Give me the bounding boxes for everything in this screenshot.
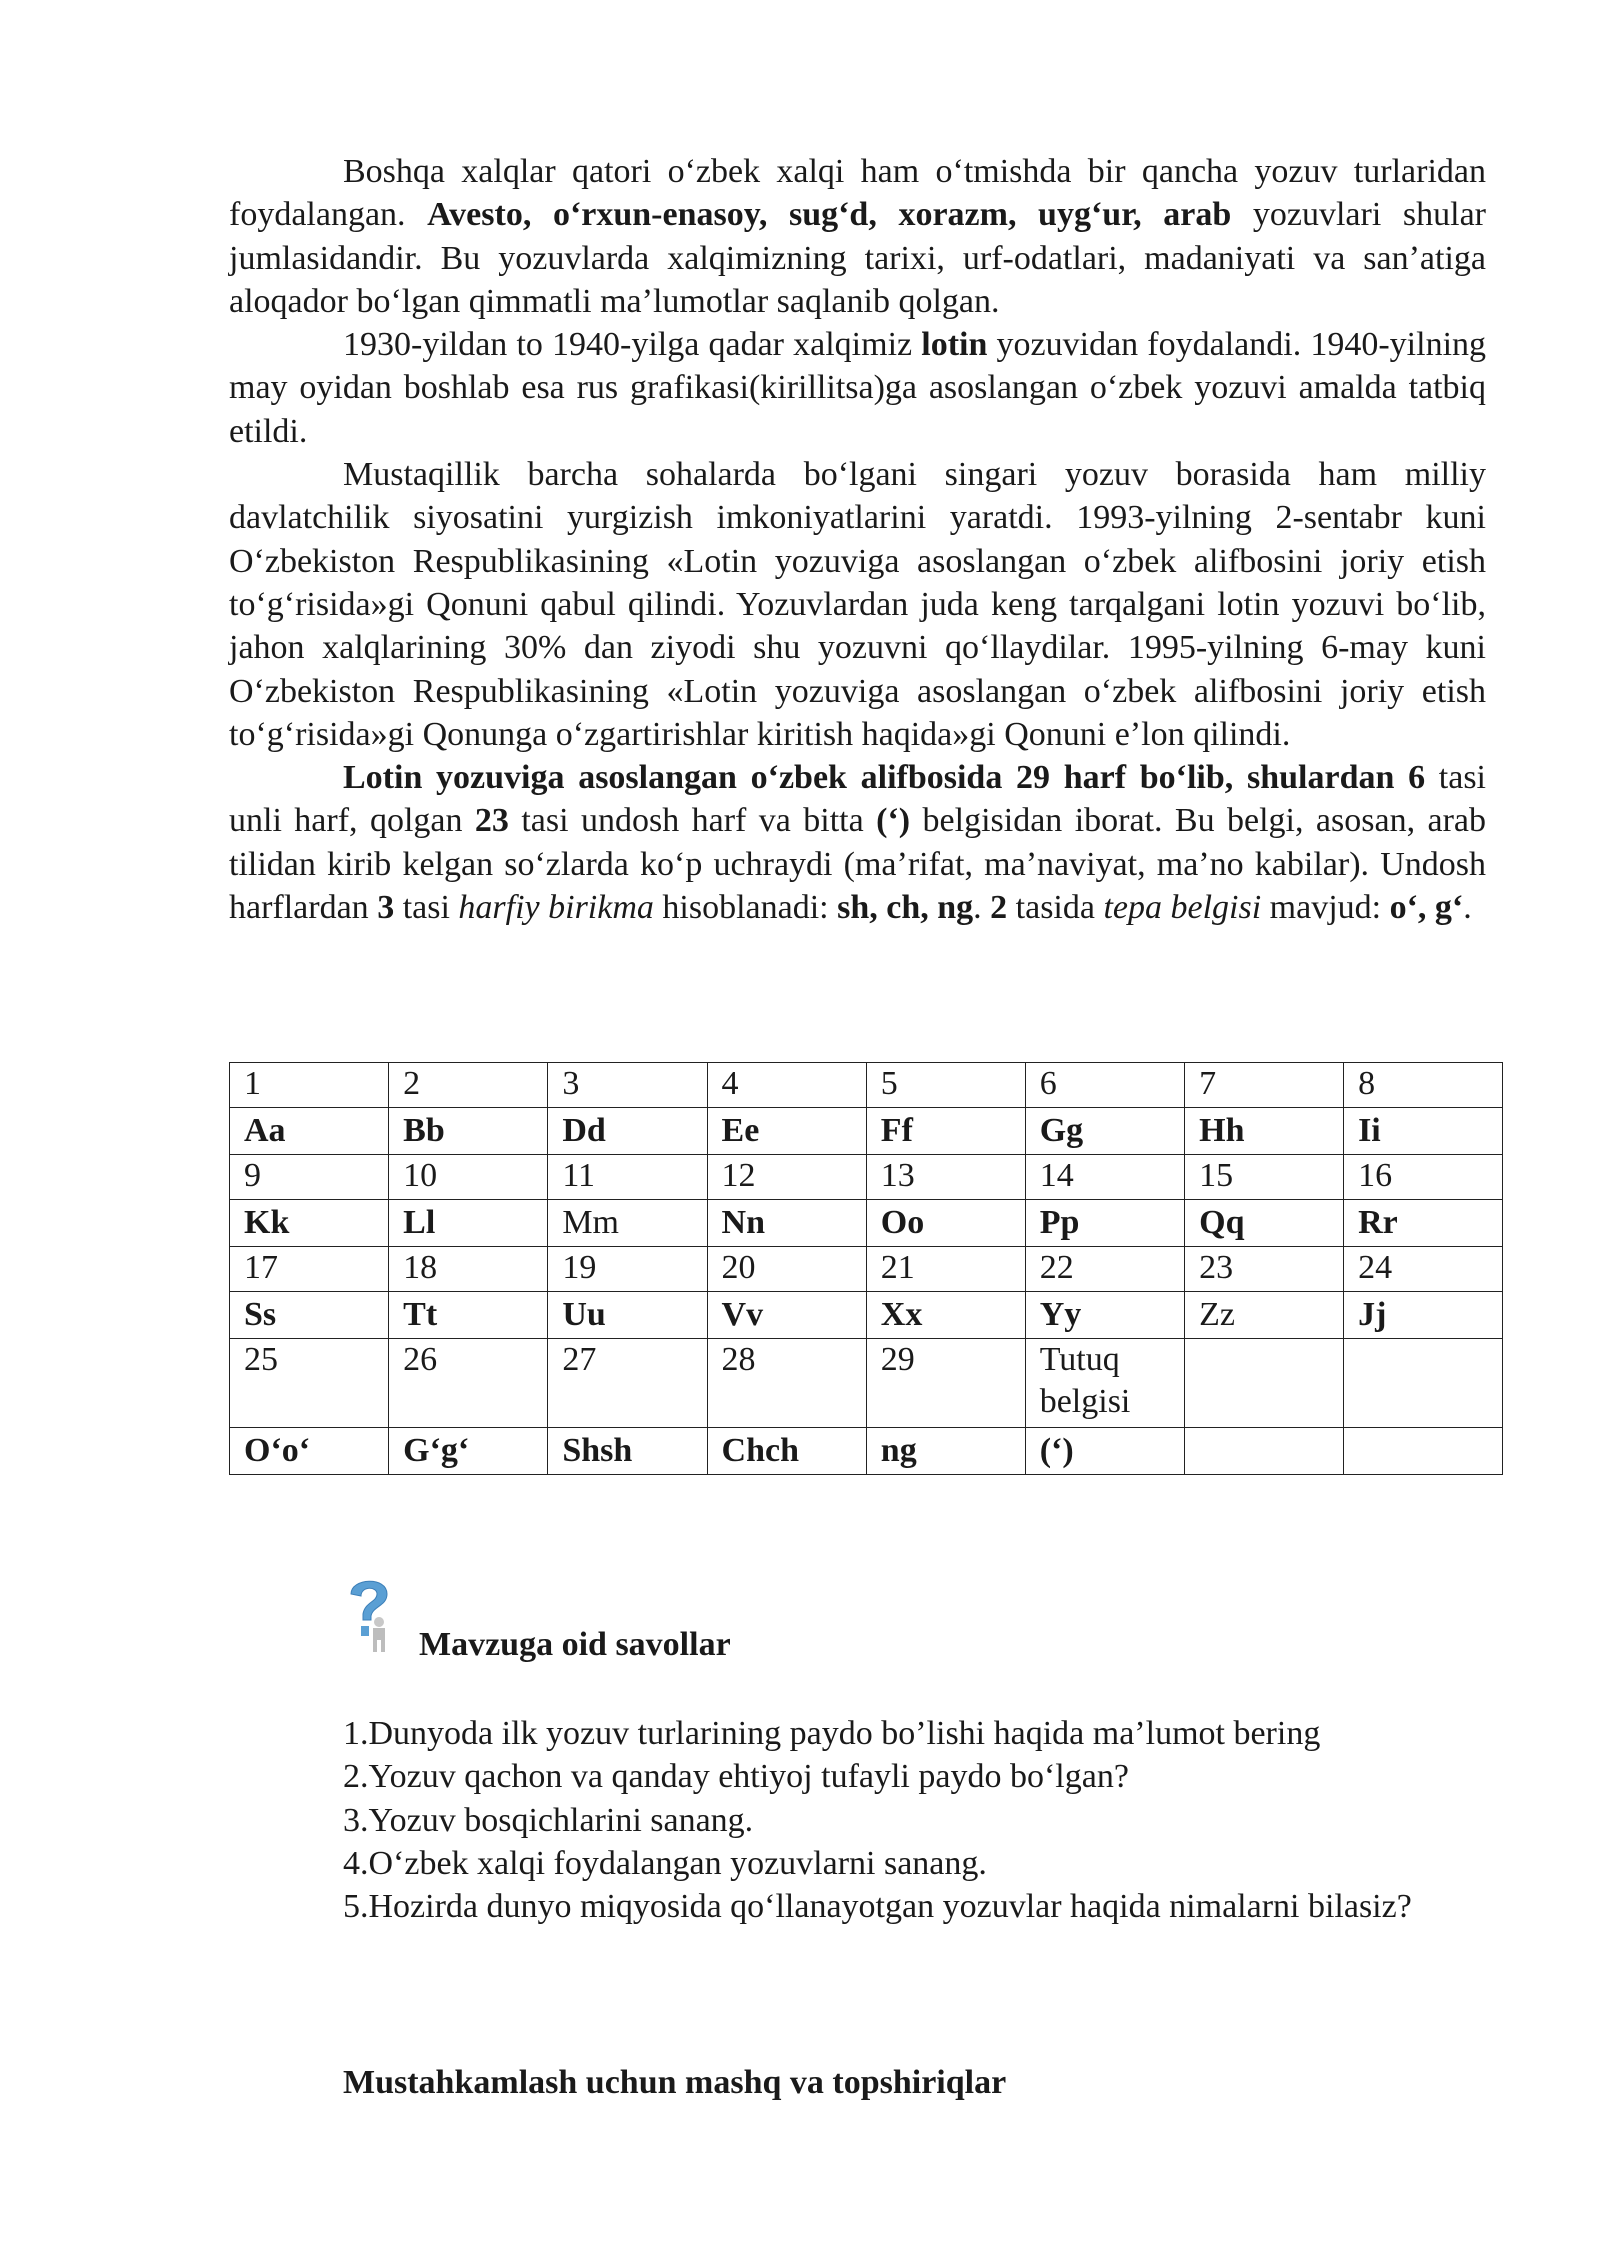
table-cell: Bb [389, 1108, 548, 1155]
text-run: hisoblanadi: [653, 889, 838, 927]
italic-text-run: tepa belgisi [1103, 889, 1262, 927]
table-cell: 19 [548, 1247, 707, 1292]
question-mark-person-icon [343, 1572, 395, 1654]
table-cell: Hh [1185, 1108, 1344, 1155]
text-run: tasi unli harf, qolgan [229, 759, 1487, 840]
table-cell: Vv [707, 1292, 866, 1339]
table-row [230, 1247, 1503, 1292]
table-cell: Tt [389, 1292, 548, 1339]
table-cell: 26 [389, 1339, 548, 1428]
table-cell: 25 [230, 1339, 389, 1428]
text-run: belgisidan iborat. Bu belgi, asosan, arab tilidan kirib kelgan soʻzlarda koʻp uchraydi (maʼrifat, maʼnaviyat, maʼno kabilar). Undosh harflardan [229, 802, 1486, 927]
table-cell [1344, 1339, 1503, 1428]
table-cell: 20 [707, 1247, 866, 1292]
table-cell: 5 [866, 1063, 1025, 1108]
table-cell: 4 [707, 1063, 866, 1108]
paragraph-latin-1930 [229, 323, 1486, 453]
list-item: 5.Hozirda dunyo miqyosida qoʻllanayotgan yozuvlar haqida nimalarni bilasiz? [343, 1888, 1412, 1926]
list-item: 4.Oʻzbek xalqi foydalangan yozuvlarni sanang. [343, 1844, 987, 1882]
text-run: . [1463, 889, 1472, 927]
list-item: 2.Yozuv qachon va qanday ehtiyoj tufayli paydo boʻlgan? [343, 1758, 1129, 1796]
table-row [230, 1108, 1503, 1155]
table-row [230, 1155, 1503, 1200]
table-cell: 1 [230, 1063, 389, 1108]
table-cell: Ii [1344, 1108, 1503, 1155]
bold-text-run: Avesto, oʻrxun-enasoy, sugʻd, xorazm, uygʻur, arab [427, 196, 1232, 234]
text-run: yozuvidan foydalandi. 1940-yilning may oyidan boshlab esa rus grafikasi(kirillitsa)ga asoslangan oʻzbek yozuvi amalda tatbiq etildi. [229, 326, 1487, 450]
table-cell: 6 [1025, 1063, 1184, 1108]
table-cell: 27 [548, 1339, 707, 1428]
bold-text-run: 23 [474, 802, 509, 840]
text-run: . [973, 889, 991, 927]
table-cell: Uu [548, 1292, 707, 1339]
table-cell: 28 [707, 1339, 866, 1428]
text-run: tasida [1007, 889, 1104, 927]
table-cell: Qq [1185, 1200, 1344, 1247]
table-cell: 9 [230, 1155, 389, 1200]
table-cell: 10 [389, 1155, 548, 1200]
table-row [230, 1063, 1503, 1108]
document-body [229, 150, 1486, 929]
alphabet-table [229, 1062, 1503, 1475]
table-cell: Pp [1025, 1200, 1184, 1247]
table-row [230, 1428, 1503, 1475]
table-cell: 13 [866, 1155, 1025, 1200]
table-cell: 12 [707, 1155, 866, 1200]
table-cell: 17 [230, 1247, 389, 1292]
table-cell: 22 [1025, 1247, 1184, 1292]
table-cell: Dd [548, 1108, 707, 1155]
table-cell: Shsh [548, 1428, 707, 1475]
table-cell: Gg [1025, 1108, 1184, 1155]
table-row [230, 1292, 1503, 1339]
table-cell: 7 [1185, 1063, 1344, 1108]
table-cell: Ff [866, 1108, 1025, 1155]
table-cell: 11 [548, 1155, 707, 1200]
table-cell: 14 [1025, 1155, 1184, 1200]
italic-text-run: harfiy birikma [458, 889, 654, 927]
bold-text-run: (ʻ) [876, 802, 911, 840]
table-cell: Jj [1344, 1292, 1503, 1339]
table-cell: Oʻoʻ [230, 1428, 389, 1475]
table-cell: Nn [707, 1200, 866, 1247]
table-cell [1185, 1428, 1344, 1475]
bold-text-run: lotin [921, 326, 988, 364]
table-cell: Oo [866, 1200, 1025, 1247]
questions-title: Mavzuga oid savollar [419, 1626, 731, 1663]
table-cell: 21 [866, 1247, 1025, 1292]
table-cell: Rr [1344, 1200, 1503, 1247]
table-cell: ng [866, 1428, 1025, 1475]
table-cell: Xx [866, 1292, 1025, 1339]
table-cell: Ss [230, 1292, 389, 1339]
list-item: 1.Dunyoda ilk yozuv turlarining paydo bo’lishi haqida ma’lumot bering [343, 1715, 1321, 1752]
bold-text-run: sh, ch, ng [837, 889, 974, 927]
text-run: tasi undosh harf va bitta [508, 802, 877, 840]
table-row [230, 1200, 1503, 1247]
table-cell: Ll [389, 1200, 548, 1247]
text-run: tasi [394, 889, 459, 927]
table-cell: Ee [707, 1108, 866, 1155]
table-cell [1344, 1428, 1503, 1475]
table-cell: 2 [389, 1063, 548, 1108]
table-cell: Kk [230, 1200, 389, 1247]
table-row [230, 1339, 1503, 1428]
text-run: mavjud: [1261, 889, 1390, 927]
paragraph-writing-history [229, 150, 1486, 323]
questions-list [229, 1712, 1486, 1928]
table-cell: 23 [1185, 1247, 1344, 1292]
text-run: 1930-yildan to 1940-yilga qadar xalqimiz [343, 326, 922, 364]
table-cell: Tutuq belgisi [1025, 1339, 1184, 1428]
table-cell: 15 [1185, 1155, 1344, 1200]
paragraph-independence-law: Mustaqillik barcha sohalarda boʻlgani singari yozuv borasida ham milliy davlatchilik siyosatini yurgizish imkoniyatlarini yaratdi. 1993-yilning 2-sentabr kuni Oʻzbekiston Respublikasining «Lotin yozuviga asoslangan oʻzbek alifbosini joriy etish toʻgʻrisida»gi Qonuni qabul qilindi. Yozuvlardan juda keng tarqalgani lotin yozuvi boʻlib, jahon xalqlarining 30% dan ziyodi shu yozuvni qoʻllaydilar. 1995-yilning 6-may kuni Oʻzbekiston Respublikasining «Lotin yozuviga asoslangan oʻzbek alifbosini joriy etish toʻgʻrisida»gi Qonunga oʻzgartirishlar kiritish haqida»gi Qonuni eʼlon qilindi. [229, 456, 1486, 753]
list-item: 3.Yozuv bosqichlarini sanang. [343, 1801, 754, 1839]
table-cell: Aa [230, 1108, 389, 1155]
table-cell: 29 [866, 1339, 1025, 1428]
text-run: Boshqa xalqlar qatori oʻzbek xalqi ham oʻtmishda bir qancha yozuv turlaridan foydalangan. [229, 153, 1486, 234]
bold-text-run: oʻ, gʻ [1389, 889, 1464, 927]
table-cell: Yy [1025, 1292, 1184, 1339]
table-cell: 16 [1344, 1155, 1503, 1200]
table-cell: Mm [548, 1200, 707, 1247]
table-cell: 3 [548, 1063, 707, 1108]
bold-text-run: Lotin yozuviga asoslangan oʻzbek alifbosida 29 harf boʻlib, shulardan 6 [343, 759, 1426, 797]
table-cell: Gʻgʻ [389, 1428, 548, 1475]
table-cell [1185, 1339, 1344, 1428]
table-cell: Zz [1185, 1292, 1344, 1339]
table-cell: Chch [707, 1428, 866, 1475]
table-cell: 24 [1344, 1247, 1503, 1292]
exercises-section-title: Mustahkamlash uchun mashq va topshiriqlar [343, 2064, 1007, 2101]
table-cell: (ʻ) [1025, 1428, 1184, 1475]
paragraph-alphabet-structure [229, 756, 1486, 929]
bold-text-run: 2 [990, 889, 1008, 927]
table-cell: 8 [1344, 1063, 1503, 1108]
table-cell: 18 [389, 1247, 548, 1292]
text-run: yozuvlari shular jumlasidandir. Bu yozuvlarda xalqimizning tarixi, urf-odatlari, madaniyati va sanʼatiga aloqador boʻlgan qimmatli maʼlumotlar saqlanib qolgan. [229, 196, 1486, 320]
bold-text-run: 3 [377, 889, 395, 927]
